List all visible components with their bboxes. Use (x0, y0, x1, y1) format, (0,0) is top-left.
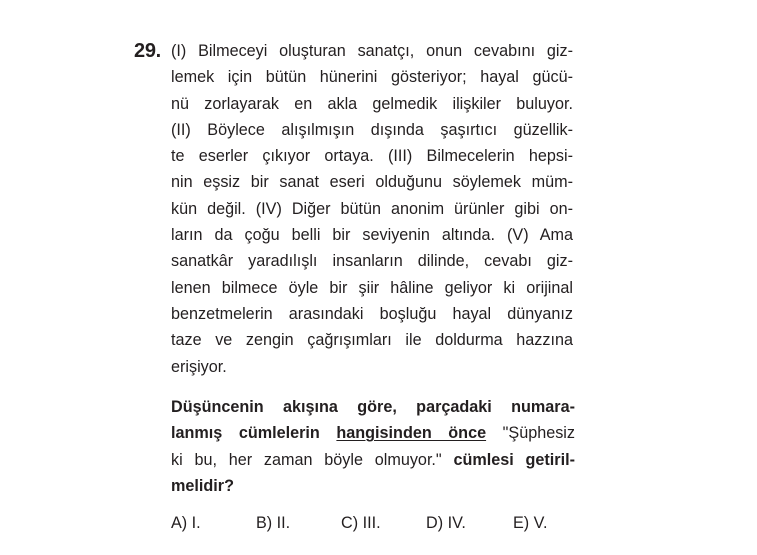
answer-choices (0, 510, 757, 536)
stem-line (171, 447, 575, 473)
choice-a[interactable]: A) I. (171, 514, 201, 532)
stem-emphasis: hangisinden önce (336, 424, 487, 443)
question-stem (171, 394, 575, 499)
passage-line: taze ve zengin çağrışımları ile doldurma hazzına (171, 331, 573, 350)
passage-line: nü zorlayarak en akla gelmedik ilişkiler buluyor. (171, 94, 573, 113)
stem-line: Düşüncenin akışına göre, parçadaki numara- (171, 398, 575, 416)
passage-text (171, 38, 573, 380)
passage-line: te eserler çıkıyor ortaya. (III) Bilmecelerin hepsi- (171, 147, 573, 166)
passage-line: kün değil. (IV) Diğer bütün anonim ürünler gibi on- (171, 199, 573, 218)
stem-line: melidir? (171, 476, 234, 495)
passage-line: sanatkâr yaradılışlı insanların dilinde, cevabı giz- (171, 252, 573, 271)
choice-c[interactable]: C) III. (341, 514, 381, 532)
stem-quote: ki bu, her zaman böyle olmuyor." (171, 450, 442, 469)
passage-line: nin eşsiz bir sanat eseri olduğunu söylemek müm- (171, 173, 573, 192)
choice-d[interactable]: D) IV. (426, 514, 466, 532)
stem-quote: "Şüphesiz (486, 424, 575, 443)
stem-line (171, 420, 575, 446)
passage-line: (I) Bilmeceyi oluşturan sanatçı, onun cevabını giz- (171, 42, 573, 60)
choice-e[interactable]: E) V. (513, 514, 548, 532)
stem-text: lanmış cümlelerin (171, 424, 337, 443)
passage-line: lenen bilmece öyle bir şiir hâline geliyor ki orijinal (171, 278, 573, 297)
passage-line: benzetmelerin arasındaki boşluğu hayal dünyanız (171, 304, 573, 323)
passage-line: ların da çoğu belli bir seviyenin altında. (V) Ama (171, 226, 573, 245)
passage-line: (II) Böylece alışılmışın dışında şaşırtıcı güzellik- (171, 120, 573, 139)
passage-line: lemek için bütün hünerini gösteriyor; hayal gücü- (171, 68, 573, 87)
choice-b[interactable]: B) II. (256, 514, 291, 532)
passage-line: erişiyor. (171, 357, 227, 376)
stem-text: cümlesi getiril- (441, 450, 575, 469)
question-number: 29. (134, 40, 161, 62)
